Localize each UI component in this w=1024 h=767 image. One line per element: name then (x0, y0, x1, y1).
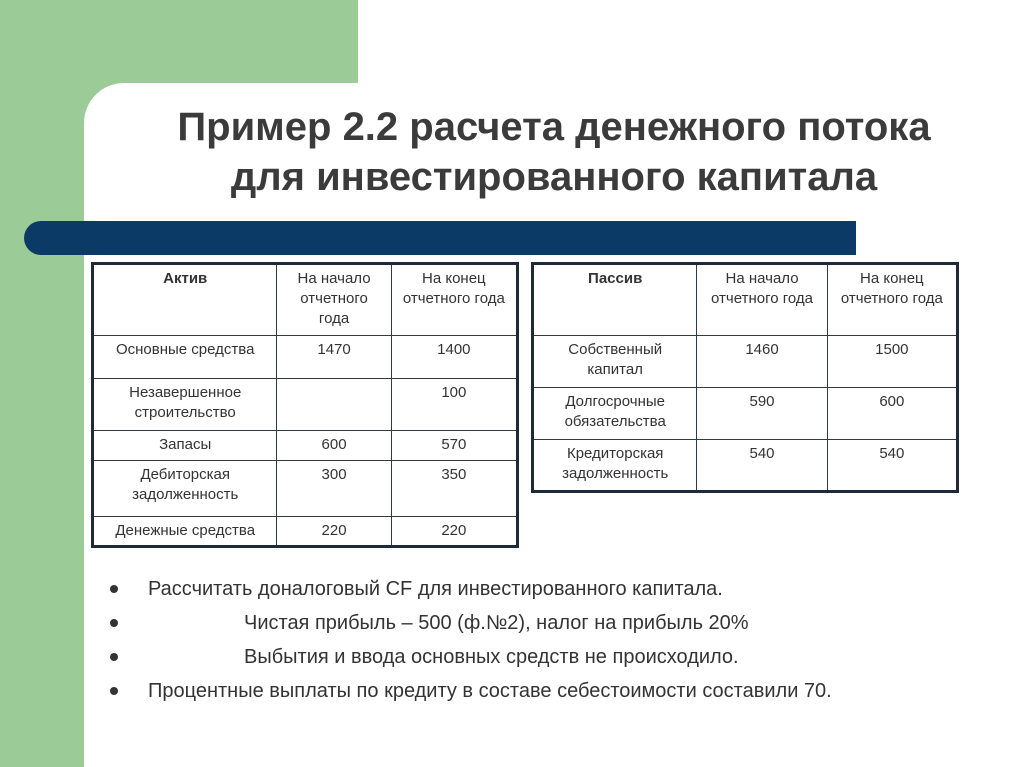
table-header-row (533, 264, 958, 336)
table-cell: 570 (391, 431, 517, 461)
table-cell: 600 (277, 431, 391, 461)
bullet-dot-icon (110, 585, 118, 593)
table-cell: Дебиторская задолженность (93, 461, 277, 517)
table-cell: 300 (277, 461, 391, 517)
table-cell: 1460 (697, 336, 827, 388)
list-item (110, 572, 1010, 606)
table-cell: 1400 (391, 336, 517, 379)
table-row (533, 336, 958, 388)
table-row (93, 431, 518, 461)
table-cell: 590 (697, 388, 827, 440)
table-cell: 600 (827, 388, 957, 440)
table-cell (277, 379, 391, 431)
table-cell: Основные средства (93, 336, 277, 379)
liabilities-table (531, 262, 959, 493)
table-cell: Собственный капитал (533, 336, 697, 388)
table-cell: Запасы (93, 431, 277, 461)
table-row (533, 388, 958, 440)
table-cell: 100 (391, 379, 517, 431)
title-underline-bar (24, 221, 856, 255)
bullet-dot-icon (110, 619, 118, 627)
table-cell: Кредиторская задолженность (533, 440, 697, 492)
header-cell: На конец отчетного года (827, 264, 957, 336)
table-cell: 350 (391, 461, 517, 517)
table-cell: Незавершенное строительство (93, 379, 277, 431)
table-row (93, 379, 518, 431)
slide-title (84, 102, 1024, 202)
table-row (93, 336, 518, 379)
header-cell: Пассив (533, 264, 697, 336)
table-cell: 220 (277, 517, 391, 547)
table-cell: 1500 (827, 336, 957, 388)
table-row (93, 461, 518, 517)
bullet-text: Чистая прибыль – 500 (ф.№2), налог на прибыль 20% (244, 612, 749, 634)
table-cell: 540 (827, 440, 957, 492)
bullet-list (110, 572, 1010, 708)
bullet-dot-icon (110, 653, 118, 661)
table-cell: 540 (697, 440, 827, 492)
table-cell: 1470 (277, 336, 391, 379)
table-cell: 220 (391, 517, 517, 547)
list-item (110, 674, 1010, 708)
table-header-row (93, 264, 518, 336)
header-cell: На конец отчетного года (391, 264, 517, 336)
table-cell: Денежные средства (93, 517, 277, 547)
green-decor-left (0, 0, 84, 767)
title-line-1: Пример 2.2 расчета денежного потока (177, 105, 931, 149)
header-cell: На начало отчетного года (697, 264, 827, 336)
header-cell: Актив (93, 264, 277, 336)
bullet-text: Выбытия и ввода основных средств не происходило. (244, 646, 739, 668)
bullet-text: Рассчитать доналоговый CF для инвестированного капитала. (148, 578, 723, 600)
header-cell: На начало отчетного года (277, 264, 391, 336)
title-line-2: для инвестированного капитала (230, 155, 878, 199)
table-row (93, 517, 518, 547)
table-cell: Долгосрочные обязательства (533, 388, 697, 440)
list-item (110, 606, 1010, 640)
list-item (110, 640, 1010, 674)
table-row (533, 440, 958, 492)
bullet-dot-icon (110, 687, 118, 695)
assets-table (91, 262, 519, 548)
bullet-text: Процентные выплаты по кредиту в составе себестоимости составили 70. (148, 680, 832, 702)
